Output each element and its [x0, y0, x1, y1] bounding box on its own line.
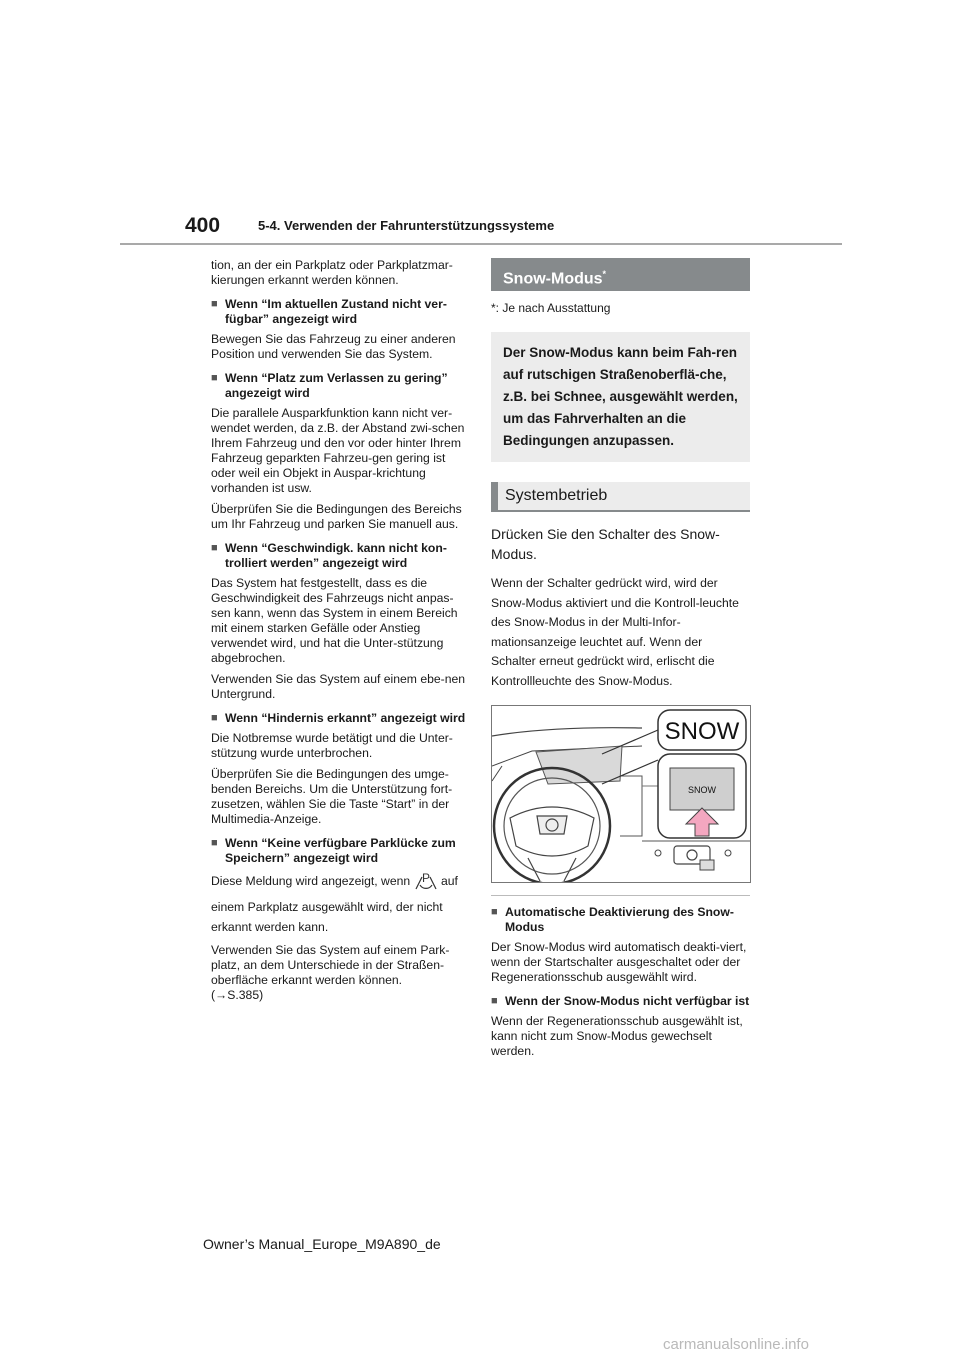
snow-mode-title-box: Snow-Modus*	[491, 258, 750, 291]
square-bullet-icon: ■	[491, 995, 498, 1007]
footer-manual-id: Owner’s Manual_Europe_M9A890_de	[203, 1236, 441, 1252]
action-step: Drücken Sie den Schalter des Snow-Modus.	[491, 526, 720, 562]
condition-text: Überprüfen Sie die Bedingungen des Bereichs um Ihr Fahrzeug und parken Sie manuell aus.	[211, 502, 462, 531]
condition-text: Wenn der Regenerationsschub ausgewählt ist, kann nicht zum Snow-Modus gewechselt werden.	[491, 1014, 743, 1058]
condition-text: Diese Meldung wird angezeigt, wenn P auf einem Parkplatz ausgewählt wird, der nicht erkannt werden kann.	[211, 871, 458, 934]
condition-block	[211, 711, 466, 827]
page-reference-link[interactable]: (→S.385)	[211, 988, 264, 1002]
condition-heading: ■ Wenn “Hindernis erkannt” angezeigt wird	[211, 711, 466, 725]
snow-switch-label: SNOW	[688, 785, 716, 795]
condition-text: Das System hat festgestellt, dass es die Geschwindigkeit des Fahrzeugs nicht anpas-sen kann, wenn das System in einem Bereich mit einem starken Gefälle oder Anstieg verwendet wird, und hat die Unter-stützung abgebrochen.	[211, 576, 458, 665]
condition-text: Überprüfen Sie die Bedingungen des umge-benden Bereichs. Um die Unterstützung fort-zusetzen, wählen Sie die Taste “Start” in der Multimedia-Anzeige.	[211, 767, 453, 826]
footnote: *: Je nach Ausstattung	[491, 301, 611, 315]
square-bullet-icon: ■	[211, 712, 218, 724]
square-bullet-icon: ■	[211, 837, 218, 849]
header-divider	[120, 243, 842, 245]
left-column	[211, 258, 466, 1009]
condition-heading: ■ Wenn der Snow-Modus nicht verfügbar ist	[491, 994, 750, 1008]
intro-box: Der Snow-Modus kann beim Fah-ren auf rutschigen Straßenoberflä-che, z.B. bei Schnee, ausgewählt werden, um das Fahrverhalten an die Bedingungen anzupassen.	[491, 332, 750, 462]
snow-switch-illustration	[491, 705, 751, 883]
footnote-marker: *	[602, 269, 607, 279]
condition-text: Die parallele Ausparkfunktion kann nicht ver-wendet werden, da z.B. der Abstand zwi-schen Ihrem Fahrzeug und den vor oder hinter Ihrem Fahrzeug geparkten Fahrzeu-gen gering ist oder weil ein Objekt in Auspar-krichtung vorhanden ist usw.	[211, 406, 465, 495]
parking-assist-icon	[414, 871, 438, 897]
square-bullet-icon: ■	[211, 372, 218, 384]
square-bullet-icon: ■	[491, 906, 498, 918]
condition-text: Verwenden Sie das System auf einem ebe-nen Untergrund.	[211, 672, 466, 701]
right-column	[491, 258, 750, 1065]
condition-block	[211, 541, 466, 702]
snow-callout-label: SNOW	[664, 718, 740, 745]
condition-block	[211, 371, 466, 532]
section-header-title: 5-4. Verwenden der Fahrunterstützungssysteme	[258, 218, 555, 233]
condition-heading: ■ Wenn “Im aktuellen Zustand nicht ver-fügbar” angezeigt wird	[211, 297, 447, 326]
condition-heading: ■ Wenn “Platz zum Verlassen zu gering” angezeigt wird	[211, 371, 448, 400]
condition-block	[211, 836, 466, 1003]
watermark: carmanualsonline.info	[663, 1336, 809, 1353]
condition-text: Verwenden Sie das System auf einem Park-platz, an dem Unterschiede in der Straßen-oberfläche erkannt werden können.	[211, 943, 450, 987]
square-bullet-icon: ■	[211, 542, 218, 554]
square-bullet-icon: ■	[211, 298, 218, 310]
svg-text:P: P	[421, 871, 430, 885]
condition-heading: ■ Automatische Deaktivierung des Snow-Modus	[491, 905, 734, 934]
section-heading: Systembetrieb	[491, 482, 750, 512]
condition-heading: ■ Wenn “Keine verfügbare Parklücke zum Speichern” angezeigt wird	[211, 836, 456, 865]
condition-text: Die Notbremse wurde betätigt und die Unter-stützung wurde unterbrochen.	[211, 731, 453, 760]
figure-divider	[491, 895, 750, 896]
condition-block	[491, 905, 750, 985]
condition-heading: ■ Wenn “Geschwindigk. kann nicht kon-trolliert werden” angezeigt wird	[211, 541, 447, 570]
result-text: Wenn der Schalter gedrückt wird, wird der Snow-Modus aktiviert und die Kontroll-leuchte des Snow-Modus in der Multi-Infor-mationsanzeige leuchtet auf. Wenn der Schalter erneut gedrückt wird, erlischt die Kontrollleuchte des Snow-Modus.	[491, 576, 739, 688]
condition-block	[491, 994, 750, 1059]
condition-block	[211, 297, 466, 362]
dashboard-drawing	[492, 706, 750, 882]
page-number: 400	[185, 214, 221, 237]
continued-text: tion, an der ein Parkplatz oder Parkplatzmar-kierungen erkannt werden können.	[211, 258, 453, 287]
condition-text: Der Snow-Modus wird automatisch deakti-viert, wenn der Startschalter ausgeschaltet oder der Regenerationsschub ausgewählt wird.	[491, 940, 747, 984]
condition-text: Bewegen Sie das Fahrzeug zu einer anderen Position und verwenden Sie das System.	[211, 332, 456, 361]
